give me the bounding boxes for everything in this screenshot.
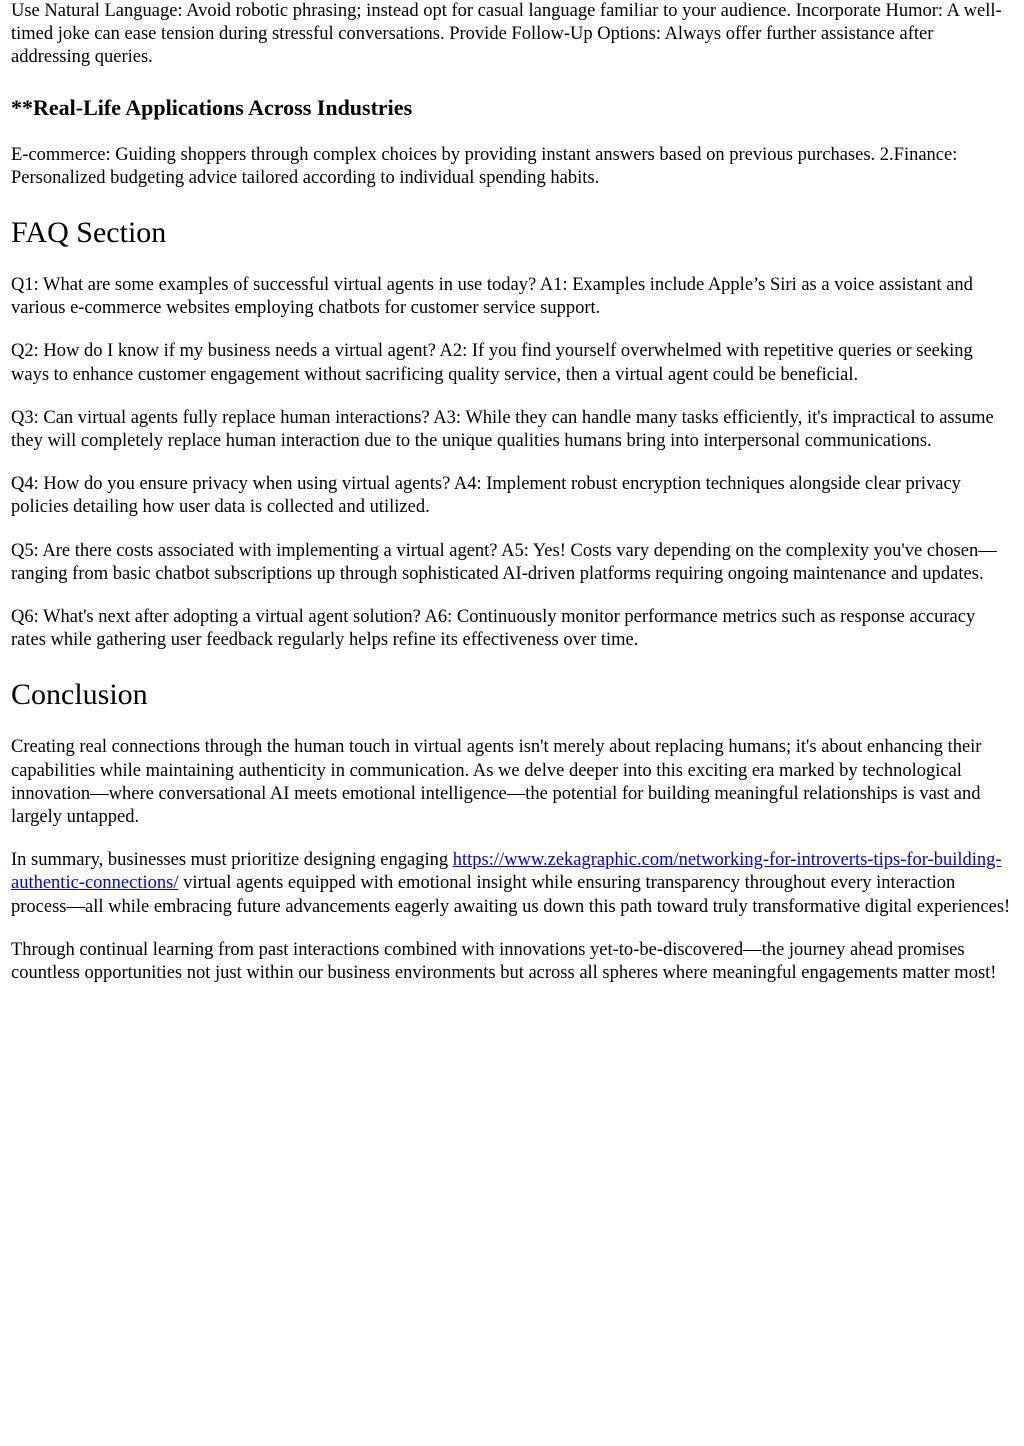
faq-item-q4: Q4: How do you ensure privacy when using virtual agents? A4: Implement robust encryption techniques alongside clear privacy policies detailing how user data is collected and utilized. xyxy=(11,474,961,518)
networking-article-link[interactable]: https://www.zekagraphic.com/networking-for-introverts-tips-for-building-authentic-connections/ xyxy=(11,850,1002,894)
conclusion-heading: Conclusion xyxy=(11,678,148,712)
faq-item-q1: Q1: What are some examples of successful virtual agents in use today? A1: Examples include Apple’s Siri as a voice assistant and various e-commerce websites employing chatbots for customer service support. xyxy=(11,275,973,319)
intro-paragraph: Use Natural Language: Avoid robotic phrasing; instead opt for casual language familiar to your audience. Incorporate Humor: A well-timed joke can ease tension during stressful conversations. Provide Follow-Up Options: Always offer further assistance after addressing queries. xyxy=(11,1,1002,68)
faq-item-q2: Q2: How do I know if my business needs a virtual agent? A2: If you find yourself overwhelmed with repetitive queries or seeking ways to enhance customer engagement without sacrificing quality service, then a virtual agent could be beneficial. xyxy=(11,341,973,385)
applications-paragraph: E-commerce: Guiding shoppers through complex choices by providing instant answers based on previous purchases. 2.Finance: Personalized budgeting advice tailored according to individual spending habits. xyxy=(11,144,958,188)
conclusion-paragraph-1: Creating real connections through the human touch in virtual agents isn't merely about replacing humans; it's about enhancing their capabilities while maintaining authenticity in communication. As we delve deeper into this exciting era marked by technological innovation—where conversational AI meets emotional intelligence—the potential for building meaningful relationships is vast and largely untapped. xyxy=(11,737,982,828)
conclusion-paragraph-3: Through continual learning from past interactions combined with innovations yet-to-be-discovered—the journey ahead promises countless opportunities not just within our business environments but across all spheres where meaningful engagements matter most! xyxy=(11,939,997,984)
conclusion-paragraph-2 xyxy=(11,849,1012,919)
conclusion-paragraph-2-start: In summary, businesses must prioritize designing engaging xyxy=(11,850,453,871)
applications-heading: **Real-Life Applications Across Industries xyxy=(11,94,413,120)
faq-item-q6: Q6: What's next after adopting a virtual agent solution? A6: Continuously monitor performance metrics such as response accuracy rates while gathering user feedback regularly helps refine its effectiveness over time. xyxy=(11,607,976,651)
conclusion-paragraph-2-end: virtual agents equipped with emotional insight while ensuring transparency throughout every interaction process—all while embracing future advancements eagerly awaiting us down this path toward truly transformative digital experiences! xyxy=(11,873,1011,917)
faq-item-q3: Q3: Can virtual agents fully replace human interactions? A3: While they can handle many tasks efficiently, it's impractical to assume they will completely replace human interaction due to the unique qualities humans bring into interpersonal communications. xyxy=(11,407,994,452)
faq-item-q5: Q5: Are there costs associated with implementing a virtual agent? A5: Yes! Costs vary depending on the complexity you've chosen—ranging from basic chatbot subscriptions up through sophisticated AI-driven platforms requiring ongoing maintenance and updates. xyxy=(11,540,997,584)
faq-heading: FAQ Section xyxy=(11,216,167,250)
